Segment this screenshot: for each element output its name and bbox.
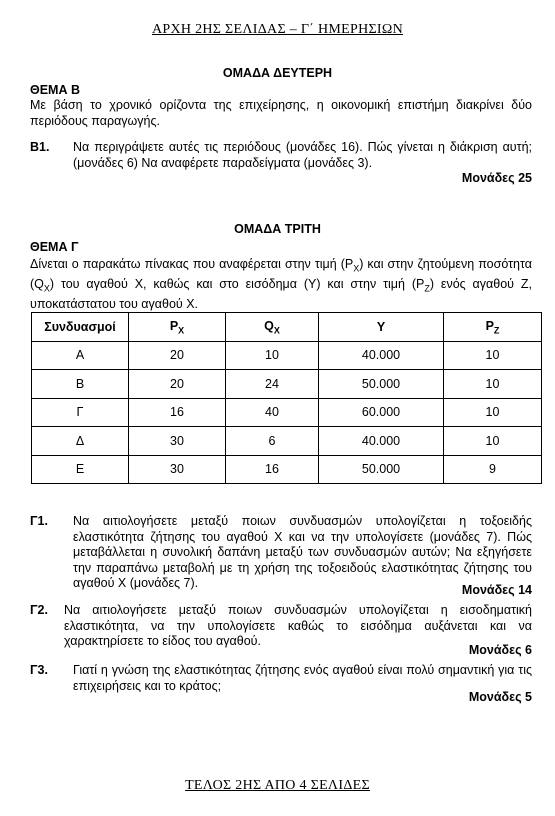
- cell-pz: 10: [444, 398, 542, 427]
- table-row: [32, 455, 542, 484]
- cell-qx: 24: [226, 370, 319, 399]
- col-header-qx: $Q_X$: [226, 313, 319, 342]
- data-table: [31, 312, 542, 484]
- col-header-y: Υ: [319, 313, 444, 342]
- cell-pz: 10: [444, 427, 542, 456]
- cell-y: 40.000: [319, 427, 444, 456]
- theme-b-intro: Με βάση το χρονικό ορίζοντα της επιχείρησης, η οικονομική επιστήμη διακρίνει δύο περιόδους παραγωγής.: [30, 98, 532, 128]
- table-row: [32, 398, 542, 427]
- question-g3-text: Γιατί η γνώση της ελαστικότητας ζήτησης ενός αγαθού είναι πολύ σημαντική για τις επιχειρήσεις και το κράτος;: [73, 663, 532, 693]
- group-title-third: ΟΜΑΔΑ ΤΡΙΤΗ: [234, 222, 321, 236]
- page-footer: [0, 778, 555, 794]
- question-g1-text: Να αιτιολογήσετε μεταξύ ποιων συνδυασμών υπολογίζεται η τοξοειδής ελαστικότητα ζήτησης του αγαθού Χ και να την υπολογίσετε (μονάδες 7). Πώς μεταβάλλεται η συνολική δαπάνη μεταξύ των συνδυασμών αυτών; Να εξηγήσετε την παραπάνω μεταβολή με τη χρήση της τοξοειδούς ελαστικότητας ζήτησης του αγαθού Χ (μονάδες 7).: [73, 514, 532, 590]
- cell-combo: Α: [32, 341, 129, 370]
- col-header-px: $P_X$: [129, 313, 226, 342]
- cell-pz: 10: [444, 370, 542, 399]
- cell-px: 16: [129, 398, 226, 427]
- table-row: [32, 341, 542, 370]
- question-g2-label: Γ2.: [30, 603, 48, 617]
- table-row: [32, 370, 542, 399]
- page-header-text: ΑΡΧΗ 2ΗΣ ΣΕΛΙΔΑΣ – Γ΄ ΗΜΕΡΗΣΙΩΝ: [151, 22, 404, 37]
- cell-pz: 10: [444, 341, 542, 370]
- theme-b-title: ΘΕΜΑ Β: [30, 83, 80, 97]
- cell-y: 50.000: [319, 455, 444, 484]
- question-g2-marks: Μονάδες 6: [468, 643, 532, 657]
- cell-px: 30: [129, 427, 226, 456]
- cell-combo: Β: [32, 370, 129, 399]
- group-title-second: ΟΜΑΔΑ ΔΕΥΤΕΡΗ: [222, 66, 333, 80]
- question-g3-label: Γ3.: [30, 663, 48, 677]
- col-header-combinations: Συνδυασμοί: [32, 313, 129, 342]
- cell-qx: 6: [226, 427, 319, 456]
- col-header-pz: $P_Z$: [444, 313, 542, 342]
- question-g3-marks: Μονάδες 5: [468, 690, 532, 704]
- cell-y: 50.000: [319, 370, 444, 399]
- cell-combo: Δ: [32, 427, 129, 456]
- theme-c-title: ΘΕΜΑ Γ: [30, 240, 79, 254]
- question-b1-text: Να περιγράψετε αυτές τις περιόδους (μονάδες 16). Πώς γίνεται η διάκριση αυτή;(μονάδες 6) Να αναφέρετε παραδείγματα (μονάδες 3).: [73, 140, 532, 170]
- question-g2-text: Να αιτιολογήσετε μεταξύ ποιων συνδυασμών υπολογίζεται η εισοδηματική ελαστικότητα, να την υπολογίσετε καθώς το εισόδημα αυξάνεται και να χαρακτηρίσετε το είδος του αγαθού.: [64, 603, 532, 648]
- cell-qx: 16: [226, 455, 319, 484]
- question-g1-marks: Μονάδες 14: [461, 583, 532, 597]
- question-b1-marks: Μονάδες 25: [461, 171, 532, 185]
- cell-px: 30: [129, 455, 226, 484]
- table-header-row: [32, 313, 542, 342]
- cell-y: 40.000: [319, 341, 444, 370]
- cell-combo: Γ: [32, 398, 129, 427]
- table-row: [32, 427, 542, 456]
- cell-px: 20: [129, 370, 226, 399]
- cell-qx: 40: [226, 398, 319, 427]
- page-header: [0, 22, 555, 38]
- question-g1-label: Γ1.: [30, 514, 48, 528]
- cell-combo: Ε: [32, 455, 129, 484]
- page-footer-text: ΤΕΛΟΣ 2ΗΣ ΑΠΟ 4 ΣΕΛΙΔΕΣ: [185, 778, 370, 793]
- cell-qx: 10: [226, 341, 319, 370]
- cell-px: 20: [129, 341, 226, 370]
- question-b1-label: Β1.: [30, 140, 50, 154]
- cell-y: 60.000: [319, 398, 444, 427]
- theme-c-intro: Δίνεται ο παρακάτω πίνακας που αναφέρεται στην τιμή $(P_X)$ και στην ζητούμενη ποσότητα $(Q_X)$ του αγαθού Χ, καθώς και στο εισόδημα (Υ) και στην τιμή $(P_Z)$ ενός αγαθού Ζ, υποκατάστατου του αγαθού Χ.: [30, 257, 532, 311]
- cell-pz: 9: [444, 455, 542, 484]
